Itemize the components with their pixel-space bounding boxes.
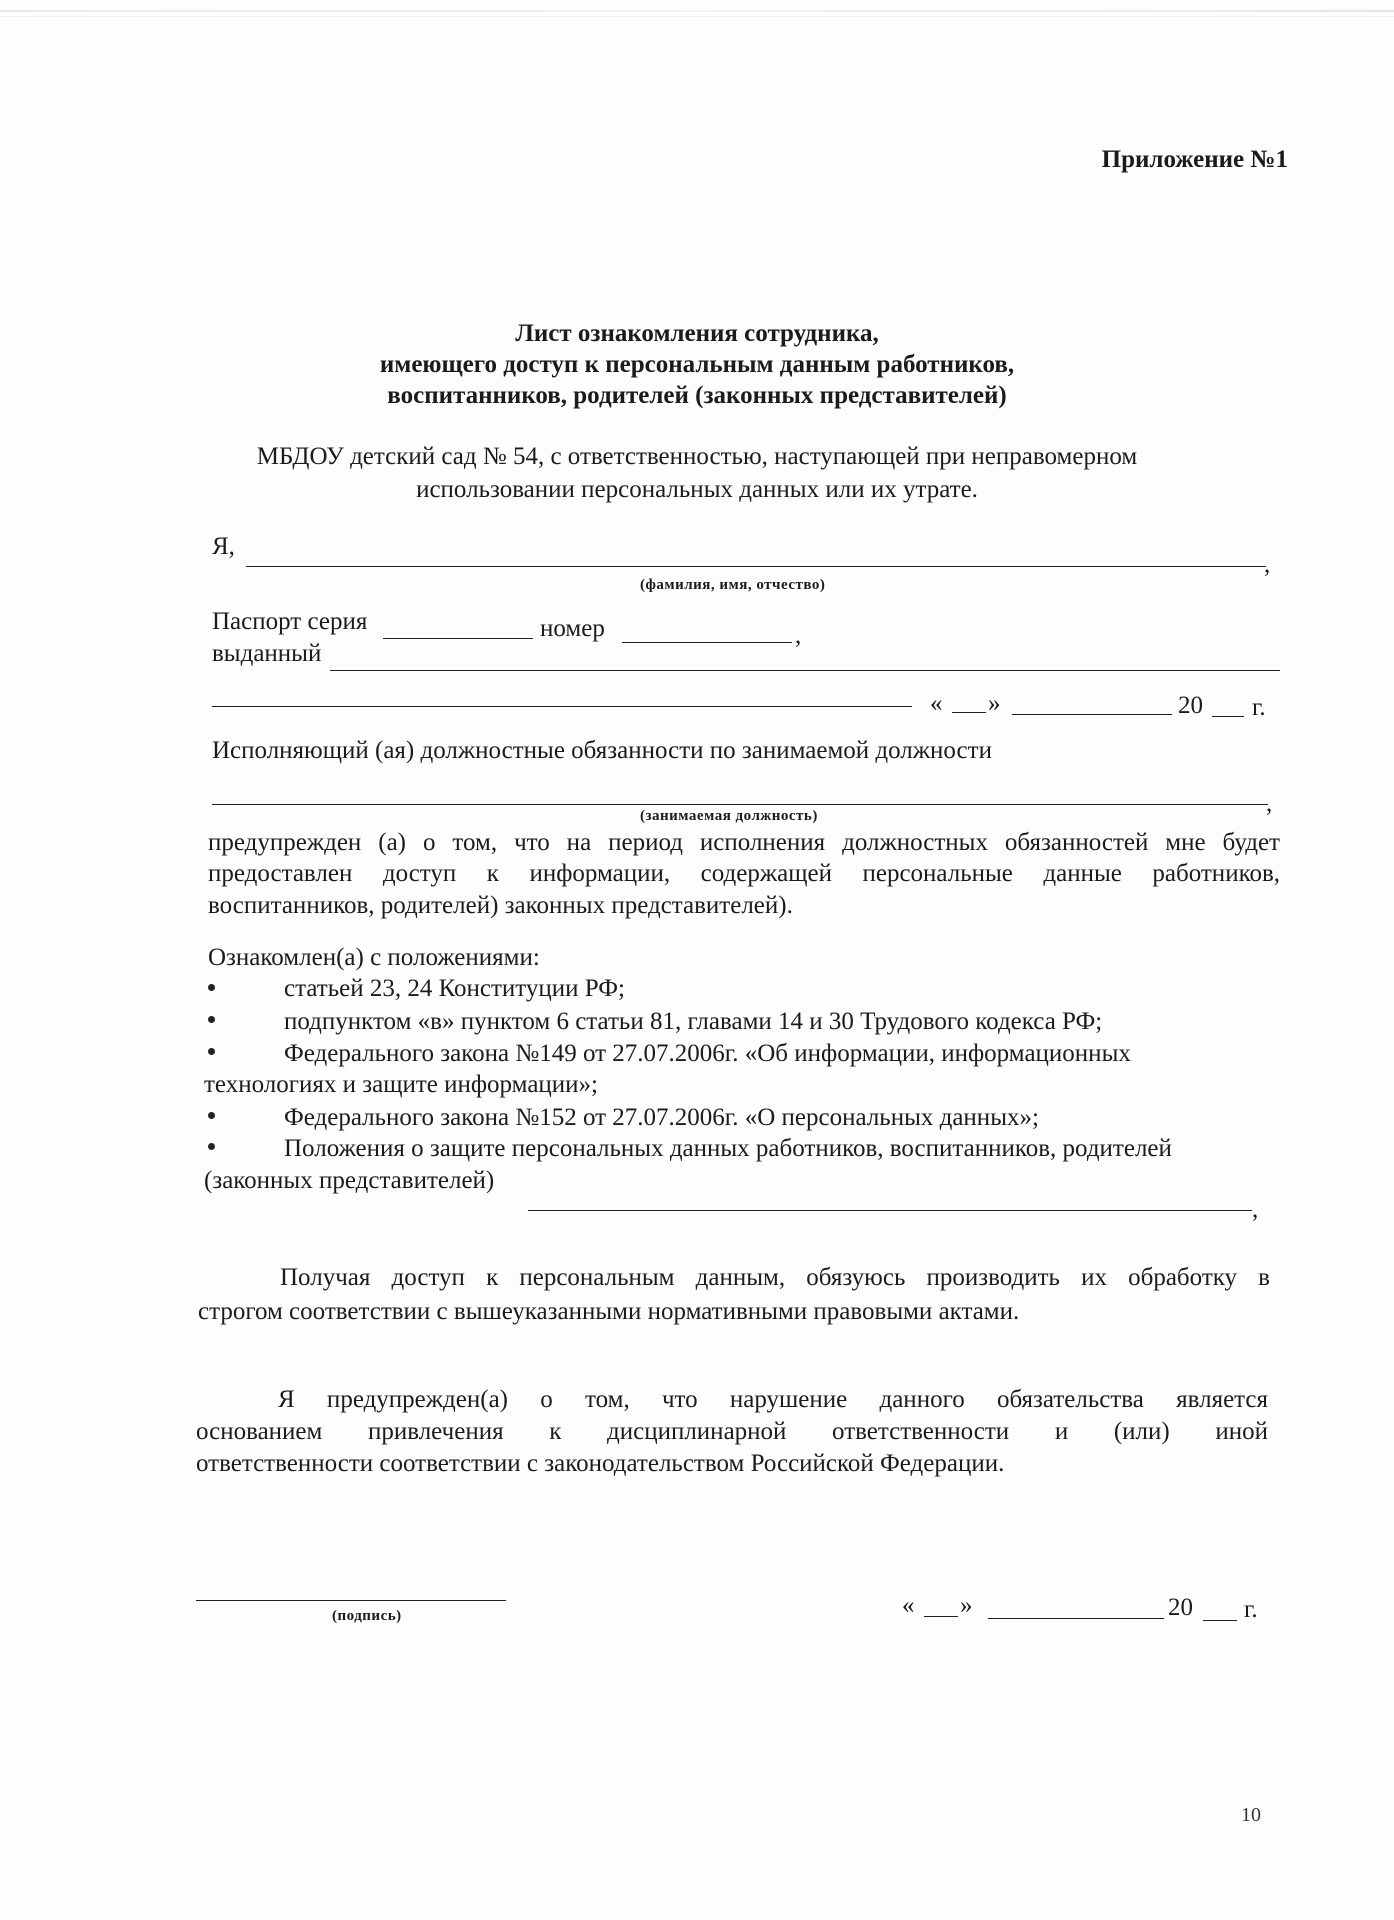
title-line-3: воспитанников, родителей (законных представителей): [387, 382, 1007, 409]
familiar-item-1: статьей 23, 24 Конституции РФ;: [284, 975, 625, 1002]
liability-line-2: основанием привлечения к дисциплинарной ответственности и (или) иной: [196, 1418, 1268, 1445]
title-line-1: Лист ознакомления сотрудника,: [515, 320, 879, 347]
duties-label: Исполняющий (ая) должностные обязанности по занимаемой должности: [212, 737, 992, 764]
bullet-icon: [208, 1112, 215, 1119]
bullet-icon: [208, 984, 215, 991]
issued-field-line-2[interactable]: [212, 706, 912, 707]
issue-year-suffix: г.: [1252, 694, 1266, 721]
issue-year-prefix: 20: [1178, 692, 1203, 719]
familiar-item-5: Положения о защите персональных данных работников, воспитанников, родителей: [284, 1135, 1172, 1162]
issue-year-field[interactable]: [1212, 716, 1244, 717]
warned-line-2: предоставлен доступ к информации, содержащей персональные данные работников,: [208, 860, 1280, 887]
position-comma: ,: [1266, 790, 1273, 817]
bullet-icon: [208, 1048, 215, 1055]
passport-comma: ,: [795, 622, 802, 649]
familiar-item-2: подпунктом «в» пунктом 6 статьи 81, главами 14 и 30 Трудового кодекса РФ;: [284, 1008, 1103, 1035]
regulation-comma: ,: [1252, 1196, 1259, 1223]
obligation-line-2: строгом соответствии с вышеуказанными нормативными правовыми актами.: [198, 1298, 1020, 1325]
familiar-item-4: Федерального закона №152 от 27.07.2006г. «О персональных данных»;: [284, 1104, 1039, 1131]
familiar-item-5-continued: (законных представителей): [204, 1167, 495, 1194]
fio-caption: (фамилия, имя, отчество): [640, 577, 826, 593]
familiar-item-3: Федерального закона №149 от 27.07.2006г. «Об информации, информационных: [284, 1040, 1131, 1067]
sign-month-field[interactable]: [988, 1618, 1164, 1619]
sign-date-open-quote: «: [902, 1592, 915, 1619]
passport-series-field[interactable]: [383, 638, 533, 639]
appendix-label: Приложение №1: [1101, 146, 1288, 173]
issue-date-close-quote: »: [988, 690, 1001, 717]
passport-number-field[interactable]: [622, 642, 792, 643]
intro-line-2: использовании персональных данных или их утрате.: [416, 476, 978, 503]
fio-field-line[interactable]: [246, 566, 1266, 567]
sign-year-prefix: 20: [1168, 1594, 1193, 1621]
bullet-icon: [208, 1143, 215, 1150]
signature-caption: (подпись): [332, 1608, 402, 1624]
familiar-item-3-continued: технологиях и защите информации»;: [204, 1071, 599, 1098]
bullet-icon: [208, 1016, 215, 1023]
scan-edge: [0, 10, 1394, 12]
familiar-heading: Ознакомлен(а) с положениями:: [208, 944, 540, 971]
issued-field-line[interactable]: [330, 670, 1280, 671]
sign-day-field[interactable]: [924, 1616, 958, 1617]
liability-line-1: Я предупрежден(а) о том, что нарушение данного обязательства является: [278, 1386, 1268, 1413]
sign-year-suffix: г.: [1244, 1596, 1258, 1623]
issue-month-field[interactable]: [1012, 714, 1172, 715]
sign-date-close-quote: »: [960, 1592, 973, 1619]
warned-line-3: воспитанников, родителей) законных представителей).: [208, 892, 793, 919]
scan-edge-shadow: [0, 16, 1394, 17]
passport-number-label: номер: [540, 615, 605, 642]
position-caption: (занимаемая должность): [640, 808, 818, 824]
signature-field-line[interactable]: [196, 1600, 506, 1601]
issued-label: выданный: [212, 640, 322, 667]
title-line-2: имеющего доступ к персональным данным работников,: [379, 351, 1015, 378]
regulation-field-line[interactable]: [528, 1210, 1252, 1211]
issue-date-open-quote: «: [930, 690, 943, 717]
page-number: 10: [1241, 1804, 1261, 1826]
intro-line-1: МБДОУ детский сад № 54, с ответственностью, наступающей при неправомерном: [256, 443, 1138, 470]
i-label: Я,: [212, 533, 235, 560]
warned-line-1: предупрежден (а) о том, что на период исполнения должностных обязанностей мне будет: [208, 829, 1280, 856]
position-field-line[interactable]: [212, 804, 1268, 805]
liability-line-3: ответственности соответствии с законодательством Российской Федерации.: [196, 1450, 1005, 1477]
sign-year-field[interactable]: [1203, 1620, 1237, 1621]
passport-series-label: Паспорт серия: [212, 608, 368, 635]
issue-day-field[interactable]: [952, 712, 986, 713]
obligation-line-1: Получая доступ к персональным данным, обязуюсь производить их обработку в: [280, 1264, 1270, 1291]
fio-comma: ,: [1264, 551, 1271, 578]
